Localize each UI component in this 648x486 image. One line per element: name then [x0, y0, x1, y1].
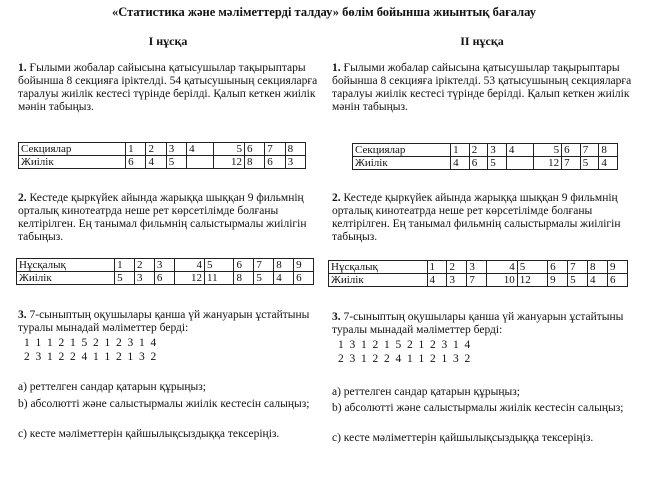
task-1-number: 1.	[332, 62, 341, 74]
table-cell: 7	[265, 143, 285, 156]
task-2-number: 2.	[18, 192, 27, 204]
table-cell: 5	[488, 157, 507, 170]
table-cell: 5	[115, 272, 135, 285]
table-cell: Жиілік	[17, 272, 115, 285]
task-1-body: Ғылыми жобалар сайысына қатысушылар тақырыптары бойынша 8 секцияға іріктелді. 54 қатысушының секцияларға таралуы жиілік кестесі түрінде берілді. Қалып кеткен жиілік мәнін табыңыз.	[18, 62, 318, 113]
table-row	[17, 272, 314, 285]
task-1-text	[18, 62, 318, 114]
question-b: b) абсолютті және салыстырмалы жиілік кестесін салыңыз;	[18, 398, 310, 410]
table-cell: 12	[517, 274, 547, 287]
table-row	[353, 144, 618, 157]
task-3-text	[332, 311, 632, 337]
table-cell: 5	[517, 261, 547, 274]
data-row-2: 2 3 1 2 2 4 1 1 2 1 3 2	[338, 353, 471, 365]
table-cell: 10	[487, 274, 517, 287]
table-row	[17, 259, 314, 272]
table-cell: 1	[427, 261, 447, 274]
table-cell: 8	[245, 156, 265, 169]
table-row	[19, 156, 306, 169]
table-cell: 5	[214, 143, 245, 156]
table-1	[352, 143, 618, 170]
table-cell: Секциялар	[353, 144, 451, 157]
table-cell: 12	[214, 156, 245, 169]
task-2-body: Кестеде қыркүйек айында жарыққа шыққан 9 фильмнің орталық кинотеатрда неше рет көрсетілімде болғаны келтірілген. Ең танымал фильмнің салыстырмалы жиілігін табыңыз.	[332, 192, 621, 243]
table-cell: 4	[146, 156, 166, 169]
table-cell: 4	[187, 143, 214, 156]
table-cell: 4	[506, 144, 533, 157]
task-3-number: 3.	[18, 309, 27, 321]
table-cell: 9	[548, 274, 568, 287]
table-cell: Нұсқалық	[329, 261, 428, 274]
table-cell: Жиілік	[19, 156, 126, 169]
table-cell: 2	[135, 259, 155, 272]
table-cell: 3	[166, 143, 186, 156]
table-2	[328, 260, 628, 287]
table-cell: 11	[204, 272, 234, 285]
table-cell: 2	[447, 261, 467, 274]
table-cell: 5	[254, 272, 274, 285]
table-cell: 1	[115, 259, 135, 272]
data-row-1: 1 3 1 2 1 5 2 1 2 3 1 4	[338, 339, 471, 351]
data-row-1: 1 1 1 2 1 5 2 1 2 3 1 4	[24, 337, 157, 349]
table-cell: 7	[562, 157, 581, 170]
table-cell: 5	[166, 156, 186, 169]
table-cell: 3	[488, 144, 507, 157]
task-1-text	[332, 62, 632, 114]
table-cell: 6	[562, 144, 581, 157]
task-1-body: Ғылыми жобалар сайысына қатысушылар тақырыптары бойынша 8 секцияға іріктелді. 53 қатысушының секцияларға таралуы жиілік кестесі түрінде берілді. Қалып кеткен жиілік мәнін табыңыз.	[332, 62, 632, 113]
table-cell: 7	[580, 144, 599, 157]
table-cell: 4	[451, 157, 470, 170]
task-3-body: 7-сыныптың оқушылары қанша үй жануарын ұстайтыны туралы мынадай мәліметтер берді:	[332, 311, 624, 336]
table-cell: 6	[234, 259, 254, 272]
task-1-number: 1.	[18, 62, 27, 74]
table-cell: 2	[469, 144, 488, 157]
table-cell: 4	[427, 274, 447, 287]
table-cell: 3	[447, 274, 467, 287]
table-cell: 7	[254, 259, 274, 272]
table-cell: 3	[154, 259, 174, 272]
table-row	[353, 157, 618, 170]
table-cell: 9	[294, 259, 314, 272]
table-cell: 6	[469, 157, 488, 170]
table-cell: 1	[451, 144, 470, 157]
data-row-2: 2 3 1 2 2 4 1 1 2 1 3 2	[24, 351, 157, 363]
page-title: «Статистика және мәліметтерді талдау» бөлім бойынша жиынтық бағалау	[111, 5, 537, 19]
table-2	[16, 258, 314, 285]
table-cell: 4	[174, 259, 204, 272]
table-cell: 12	[533, 157, 561, 170]
table-cell	[187, 156, 214, 169]
question-c: c) кесте мәліметтерін қайшылықсыздыққа тексеріңіз.	[332, 432, 594, 444]
table-cell: 5	[568, 274, 588, 287]
table-row	[329, 274, 628, 287]
table-cell: 1	[126, 143, 146, 156]
table-cell: 6	[294, 272, 314, 285]
table-cell: Секциялар	[19, 143, 126, 156]
table-cell	[506, 157, 533, 170]
task-3-body: 7-сыныптың оқушылары қанша үй жануарын ұстайтыны туралы мынадай мәліметтер берді:	[18, 309, 310, 334]
variant-1-label: І нұсқа	[148, 34, 188, 48]
table-cell: 8	[588, 261, 608, 274]
table-1	[18, 142, 306, 169]
table-cell: 6	[548, 261, 568, 274]
question-a: a) реттелген сандар қатарын құрыңыз;	[18, 381, 206, 393]
question-b: b) абсолютті және салыстырмалы жиілік кестесін салыңыз;	[332, 402, 624, 414]
table-cell: 3	[135, 272, 155, 285]
table-cell: 6	[245, 143, 265, 156]
table-cell: 3	[285, 156, 305, 169]
table-cell: 4	[588, 274, 608, 287]
table-cell: 12	[174, 272, 204, 285]
table-cell: 4	[599, 157, 618, 170]
table-cell: 5	[533, 144, 561, 157]
table-cell: 5	[580, 157, 599, 170]
question-c: c) кесте мәліметтерін қайшылықсыздыққа тексеріңіз.	[18, 428, 280, 440]
table-cell: 6	[265, 156, 285, 169]
table-cell: 8	[274, 259, 294, 272]
table-cell: 9	[607, 261, 627, 274]
task-2-body: Кестеде қыркүйек айында жарыққа шыққан 9 фильмнің орталық кинотеатрда неше рет көрсетілімде болғаны келтірілген. Ең танымал фильмнің салыстырмалы жиілігін табыңыз.	[18, 192, 307, 243]
table-cell: Жиілік	[329, 274, 428, 287]
table-cell: Жиілік	[353, 157, 451, 170]
task-3-text	[18, 309, 318, 335]
question-a: a) реттелген сандар қатарын құрыңыз;	[332, 386, 520, 398]
table-row	[329, 261, 628, 274]
task-2-text	[332, 192, 632, 244]
table-cell: 4	[274, 272, 294, 285]
table-cell: Нұсқалық	[17, 259, 115, 272]
table-cell: 8	[234, 272, 254, 285]
table-row	[19, 143, 306, 156]
table-cell: 8	[285, 143, 305, 156]
task-2-number: 2.	[332, 192, 341, 204]
table-cell: 5	[204, 259, 234, 272]
task-3-number: 3.	[332, 311, 341, 323]
table-cell: 7	[568, 261, 588, 274]
table-cell: 6	[126, 156, 146, 169]
table-cell: 6	[154, 272, 174, 285]
table-cell: 7	[467, 274, 487, 287]
table-cell: 2	[146, 143, 166, 156]
task-2-text	[18, 192, 318, 244]
table-cell: 6	[607, 274, 627, 287]
table-cell: 3	[467, 261, 487, 274]
variant-2-label: ІІ нұсқа	[460, 34, 504, 48]
table-cell: 8	[599, 144, 618, 157]
table-cell: 4	[487, 261, 517, 274]
